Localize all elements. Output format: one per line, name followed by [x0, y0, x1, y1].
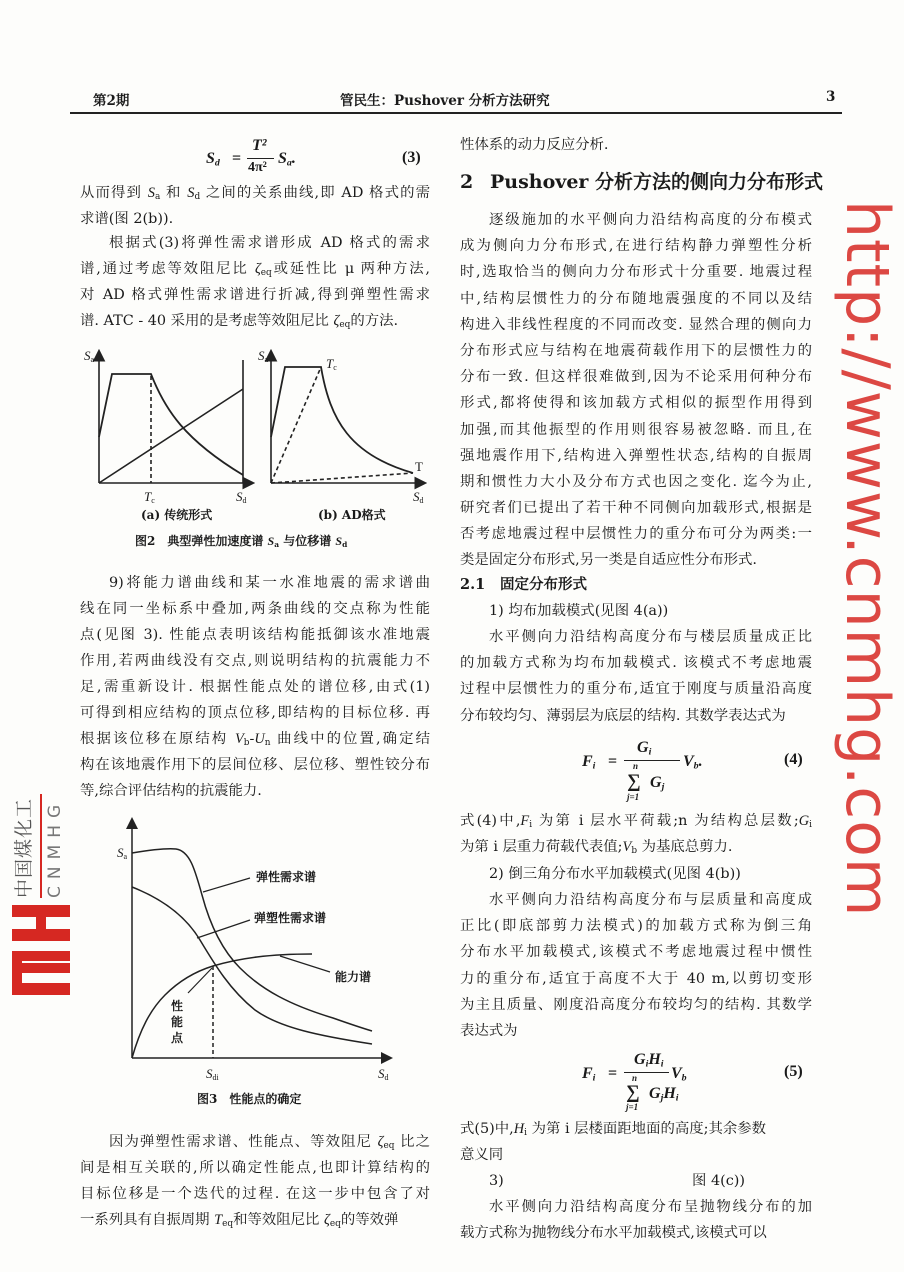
paragraph-iteration [80, 1129, 430, 1233]
text-line: 谱,通过考虑等效阻尼比 $\zeta_{eq}$或延性比 μ 两种方法, [80, 261, 431, 279]
fig2a-x-label: $S_d$ [236, 489, 247, 505]
url-watermark: http://www.cnmhg.com [832, 200, 902, 918]
text-line: 一系列具有自振周期 $T_{eq}$和等效阻尼比 $\zeta_{eq}$的等效弹 [80, 1212, 399, 1230]
item-parabolic-number: 3) [489, 1173, 504, 1189]
item-parabolic-ref: 图 4(c)) [692, 1173, 746, 1189]
text-line: 构在该地震作用下的层间位移、层位移、塑性铰分布 [80, 757, 430, 773]
eq4-sum-upper: n [633, 761, 639, 771]
text-line: 分布一致. 但这样很难做到,因为不论采用何种分布 [460, 369, 812, 386]
fig3-elastoplastic-leader [197, 920, 250, 938]
text-line: 为第 i 层重力荷载代表值$;V_b$ 为基底总剪力. [460, 839, 733, 857]
fig2-caption: 图2 典型弹性加速度谱 $S_a$ 与位移谱 $S_d$ [135, 534, 348, 549]
text-line: 线在同一坐标系中叠加,两条曲线的交点称为性能 [80, 601, 430, 617]
fig2b-x-label: $S_d$ [413, 489, 424, 505]
text-line: 类是固定分布形式,另一类是自适应性分布形式. [460, 552, 757, 569]
issue-number: 第2期 [93, 93, 130, 109]
eq5-lhs: $F_i$ [582, 1065, 596, 1084]
section-2-1-number: 2.1 [460, 576, 486, 593]
eq4-sum-symbol: ∑ [627, 771, 641, 792]
text-line: 分布水平加载模式,该模式不考虑地震过程中惯性 [460, 944, 812, 961]
paragraph-continuation [460, 132, 812, 158]
text-line: 从而得到 $S_a$ 和 $S_d$ 之间的关系曲线,即 AD 格式的需 [80, 185, 431, 203]
text-line: 式(4)中$,F_i$ 为第 i 层水平荷载;n 为结构总层数$;G_i$ [460, 813, 812, 831]
eq5-equals: = [608, 1065, 618, 1082]
section-2-number: 2 [460, 171, 474, 193]
text-line: 因为弹塑性需求谱、性能点、等效阻尼 $\zeta_{eq}$ 比之 [109, 1134, 431, 1152]
logo-divider [40, 794, 42, 898]
mh-logo-mark [12, 903, 72, 995]
item-inverted-triangle [460, 861, 812, 887]
paragraph-inverted-triangle [460, 887, 812, 1044]
text-line: 水平侧向力沿结构高度分布呈抛物线分布的加 [489, 1199, 812, 1215]
paragraph-eq4-definitions [460, 808, 812, 860]
text-line: 目标位移是一个迭代的过程. 在这一步中包含了对 [80, 1186, 430, 1202]
fig3-elastoplastic-demand-curve [132, 887, 372, 1044]
text-line: 成为侧向力分布形式,在进行结构静力弹塑性分析 [460, 238, 812, 255]
running-title: 管民生：Pushover 分析方法研究 [340, 93, 550, 109]
section-2-1-title: 固定分布形式 [500, 576, 587, 593]
eq5-numerator: $G_iH_i$ [634, 1051, 664, 1070]
fig2a-caption: (a) 传统形式 [141, 508, 213, 522]
fig3-elastic-demand-curve [132, 849, 372, 1031]
text-line: 强地震作用下,结构进入弹塑性状态,结构的自振周 [460, 447, 812, 464]
text-line: 逐级施加的水平侧向力沿结构高度的分布模式 [489, 212, 812, 228]
eq5-sum-lower: j=1 [626, 1102, 639, 1112]
eq5-sum-upper: n [632, 1073, 638, 1083]
text-line: 9)将能力谱曲线和某一水准地震的需求谱曲 [109, 575, 430, 591]
text-line: 中,结构层惯性力的分布随地震强度的不同以及结 [460, 290, 812, 307]
logo-name-en: CNMHG [45, 797, 65, 898]
text-line: 载方式称为抛物线分布水平加载模式,该模式可以 [460, 1225, 767, 1242]
text-line: 分布形式应与结构在地震荷载作用下的层惯性力的 [460, 342, 812, 359]
eq4-numerator: $G_i$ [637, 739, 652, 758]
text-line: 期和惯性力大小及分布方式也因之变化. 迄今为止, [460, 473, 812, 490]
cnmhg-logo [8, 788, 72, 1000]
text-line: 等,综合评估结构的抗震能力. [80, 783, 262, 799]
eq4-sum-lower: j=1 [627, 792, 640, 802]
section-2-title: Pushover 分析方法的侧向力分布形式 [490, 171, 824, 193]
text-line: 性体系的动力反应分析. [460, 137, 609, 153]
fig3-performance-label: 性能点 [171, 999, 184, 1045]
text-line: 求谱(图 2(b)). [80, 211, 174, 227]
text-line: 水平侧向力沿结构高度分布与楼层质量成正比 [489, 629, 812, 645]
text-line: 为主且质量、刚度沿高度分布较均匀的结构. 其数学 [460, 996, 812, 1013]
eq4-label: (4) [784, 751, 803, 768]
eq4-equals: = [608, 753, 618, 770]
eq5-denominator: $G_jH_i$ [649, 1085, 679, 1104]
eq4-denominator: $G_j$ [650, 774, 665, 793]
text-line: 加强,而其他振型的作用则很容易被忽略. 而且,在 [460, 421, 812, 438]
text-line: 2) 倒三角分布水平加载模式(见图 4(b)) [489, 866, 741, 882]
text-line: 时,选取恰当的侧向力分布形式十分重要. 地震过程 [460, 264, 812, 281]
fig3-performance-leader [188, 968, 212, 993]
fig3-caption: 图3 性能点的确定 [197, 1092, 302, 1106]
fig3-capacity-leader [280, 956, 330, 972]
paragraph-uniform-load [460, 624, 812, 729]
text-line: 根据式(3)将弹性需求谱形成 AD 格式的需求 [109, 235, 430, 251]
text-line: 分布较均匀、薄弱层为底层的结构. 其数学表达式为 [460, 707, 786, 724]
page-number: 3 [826, 89, 836, 105]
fig2a-y-label: $S_a$ [84, 348, 95, 364]
paragraph-lateral-force [460, 207, 812, 574]
text-line: 可得到相应结构的顶点位移,即结构的目标位移. 再 [80, 705, 430, 721]
fig3-capacity-label: 能力谱 [335, 970, 372, 984]
fig2b-tc-label: $T_c$ [326, 356, 337, 372]
text-line: 间是相互关联的,所以确定性能点,也即计算结构的 [80, 1160, 430, 1176]
text-line: 形式,都将使得和该加载方式相似的振型作用得到 [460, 395, 812, 412]
text-line: 的加载方式称为均布加载模式. 该模式不考虑地震 [460, 655, 812, 672]
text-line: 力的重分布,适宜于高度不大于 40 m,以剪切变形 [460, 970, 812, 987]
paragraph-eq5-definitions [460, 1116, 812, 1142]
text-line: 意义同 [460, 1147, 504, 1163]
fig3-sdi-label: $S_{di}$ [206, 1066, 219, 1082]
item-uniform-load [460, 598, 812, 624]
fraction-bar [624, 1072, 669, 1073]
fig2a-tc-label: $T_c$ [144, 489, 155, 505]
text-line: 构进入非线性程度的不同而改变. 显然合理的侧向力 [460, 316, 812, 333]
fig2b-caption: (b) AD格式 [318, 508, 386, 522]
fig3-x-label: $S_d$ [378, 1066, 389, 1082]
text-line: 过程中层惯性力的重分布,适宜于刚度与质量沿高度 [460, 681, 812, 698]
text-line: 否考虑地震过程中层惯性力的重分布可分为两类:一 [460, 526, 812, 543]
text-line: 足,需重新设计. 根据性能点处的谱位移,由式(1) [80, 679, 430, 695]
eq3-rhs: $S_a$. [278, 150, 296, 169]
text-line: 根据该位移在原结构 $V_b-U_n$ 曲线中的位置,确定结 [80, 731, 431, 749]
fig3-elastic-leader [203, 878, 250, 892]
eq3-numerator: T² [252, 137, 267, 154]
text-line: 式(5)中$,H_i$ 为第 i 层楼面距地面的高度;其余参数 [460, 1121, 767, 1139]
eq3-label: (3) [402, 149, 421, 166]
fig3-elastoplastic-label: 弹塑性需求谱 [254, 911, 327, 925]
text-line: 作用,若两曲线没有交点,则说明结构的抗震能力不 [80, 653, 430, 669]
eq5-rhs: $V_b$ [671, 1065, 687, 1084]
eq3-lhs: $S_d$ [206, 150, 220, 169]
text-line: 水平侧向力沿结构高度分布与层质量和高度成 [489, 892, 812, 908]
text-line: 1) 均布加载模式(见图 4(a)) [489, 603, 669, 619]
fig3-capacity-curve [132, 954, 312, 1058]
text-line: 研究者们已提出了若干种不同侧向加载形式,根据是 [460, 500, 812, 517]
logo-name-cn: 中国煤化工 [13, 797, 35, 898]
eq3-denominator: 4π² [248, 160, 267, 175]
eq5-label: (5) [784, 1063, 803, 1080]
eq4-lhs: $F_i$ [582, 753, 596, 772]
eq3-equals: = [232, 150, 242, 167]
fig3-elastic-label: 弹性需求谱 [256, 870, 317, 884]
fig3-y-label: $S_a$ [117, 845, 128, 861]
text-line: 正比(即底部剪力法模式)的加载方式称为倒三角 [460, 918, 812, 935]
fig2b-y-label: $S_a$ [258, 348, 269, 364]
text-line: 对 AD 格式弹性需求谱进行折减,得到弹塑性需求 [80, 287, 430, 303]
fig2b-t-label: T [415, 459, 423, 474]
eq4-rhs: $V_b$. [683, 753, 703, 772]
text-line: 谱. ATC - 40 采用的是考虑等效阻尼比 $\zeta_{eq}$的方法. [80, 313, 399, 331]
text-line: 点(见图 3). 性能点表明该结构能抵御该水准地震 [80, 627, 430, 643]
text-line: 表达式为 [460, 1022, 518, 1039]
eq5-sum-symbol: ∑ [626, 1082, 640, 1103]
paragraph-parabolic [460, 1194, 812, 1246]
